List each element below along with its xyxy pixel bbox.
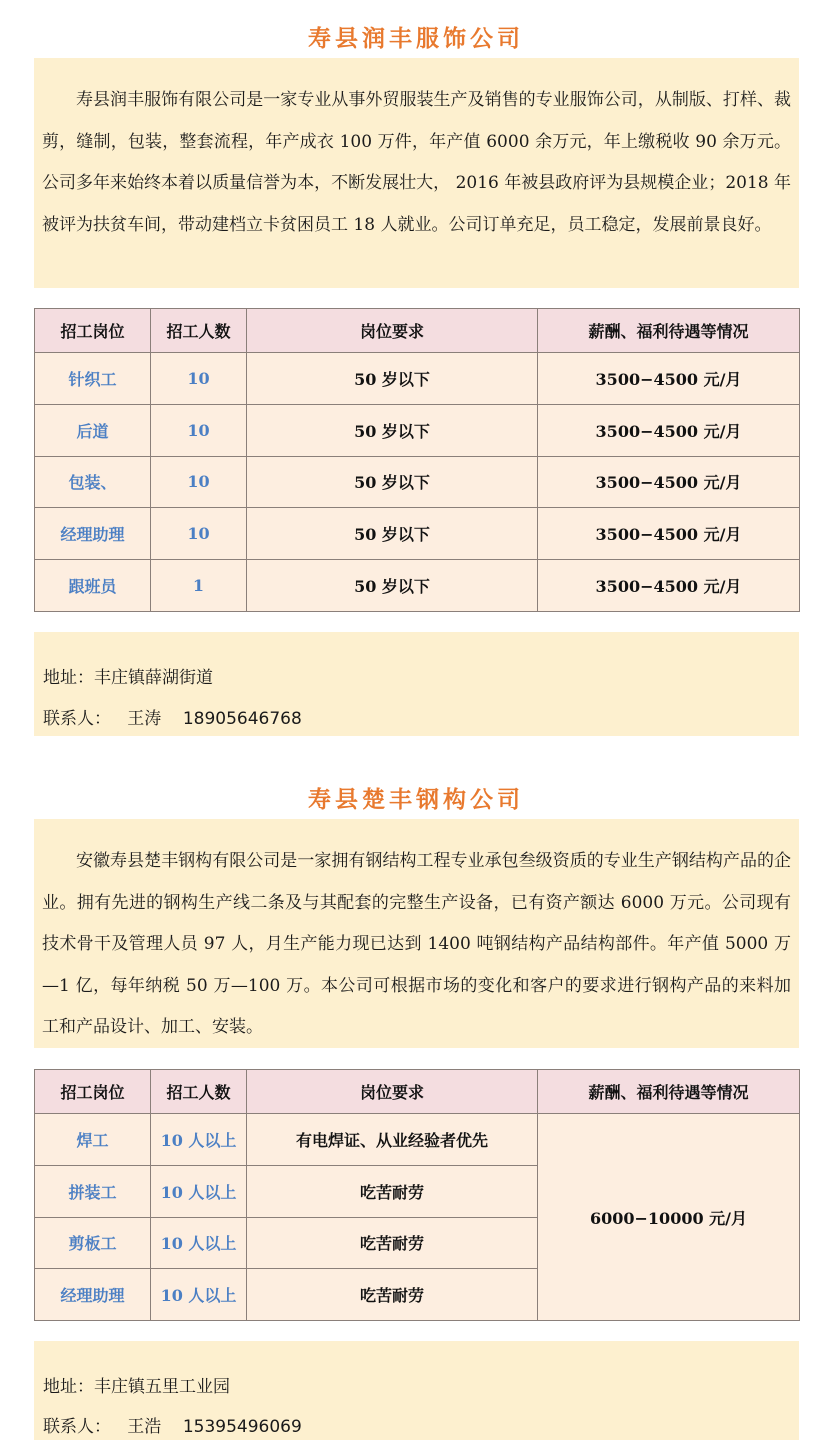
- company2-contact: 联系人： 王浩 15395496069: [43, 1417, 302, 1437]
- table-header-row: [35, 1070, 800, 1114]
- table-row: [35, 1114, 800, 1166]
- job-count: 10 人以上: [151, 1165, 247, 1217]
- table-row: [35, 508, 800, 560]
- company1-intro: 寿县润丰服饰有限公司是一家专业从事外贸服装生产及销售的专业服饰公司，从制版、打样、裁剪，缝制，包装，整套流程，年产成衣 100 万件，年产值 6000 余万元，年上缴税收 90 余万元。公司多年来始终本着以质量信誉为本，不断发展壮大， 2016 年被县政府评为县规模企业；2018 年被评为扶贫车间，带动建档立卡贫困员工 18 人就业。公司订单充足，员工稳定，发展前景良好。: [42, 90, 791, 235]
- header-requirement: 岗位要求: [247, 1070, 538, 1114]
- job-position: 拼装工: [35, 1165, 151, 1217]
- job-salary: 3500−4500 元/月: [538, 560, 800, 612]
- job-position: 包装、: [35, 456, 151, 508]
- company1-jobs-table: [34, 308, 800, 612]
- job-salary: 3500−4500 元/月: [538, 353, 800, 405]
- table-row: [35, 456, 800, 508]
- job-requirement: 50 岁以下: [247, 404, 538, 456]
- job-count: 10 人以上: [151, 1217, 247, 1269]
- job-position: 焊工: [35, 1114, 151, 1166]
- job-count: 10: [151, 404, 247, 456]
- company1-contact-box: [34, 632, 799, 736]
- header-count: 招工人数: [151, 1070, 247, 1114]
- job-requirement: 有电焊证、从业经验者优先: [247, 1114, 538, 1166]
- job-count: 1: [151, 560, 247, 612]
- job-position: 跟班员: [35, 560, 151, 612]
- company2-title: 寿县楚丰钢构公司: [308, 786, 524, 813]
- job-position: 剪板工: [35, 1217, 151, 1269]
- company1-intro-box: [34, 58, 799, 288]
- job-count: 10 人以上: [151, 1269, 247, 1321]
- company2-address: 地址：丰庄镇五里工业园: [43, 1377, 230, 1397]
- job-count: 10: [151, 508, 247, 560]
- table-header-row: [35, 309, 800, 353]
- company1-contact: 联系人： 王涛 18905646768: [43, 709, 302, 729]
- table-row: [35, 353, 800, 405]
- job-position: 经理助理: [35, 1269, 151, 1321]
- job-count: 10: [151, 353, 247, 405]
- company2-contact-box: [34, 1341, 799, 1440]
- job-salary: 6000−10000 元/月: [538, 1114, 800, 1321]
- job-requirement: 吃苦耐劳: [247, 1217, 538, 1269]
- company2-jobs-table: [34, 1069, 800, 1321]
- header-count: 招工人数: [151, 309, 247, 353]
- job-requirement: 50 岁以下: [247, 353, 538, 405]
- job-salary: 3500−4500 元/月: [538, 404, 800, 456]
- header-salary: 薪酬、福利待遇等情况: [538, 309, 800, 353]
- company2-intro: 安徽寿县楚丰钢构有限公司是一家拥有钢结构工程专业承包叁级资质的专业生产钢结构产品的企业。拥有先进的钢构生产线二条及与其配套的完整生产设备，已有资产额达 6000 万元。公司现有技术骨干及管理人员 97 人，月生产能力现已达到 1400 吨钢结构产品结构部件。年产值 5000 万—1 亿，每年纳税 50 万—100 万。本公司可根据市场的变化和客户的要求进行钢构产品的来料加工和产品设计、加工、安装。: [42, 851, 791, 1037]
- job-requirement: 吃苦耐劳: [247, 1269, 538, 1321]
- company2-intro-box: [34, 819, 799, 1048]
- job-requirement: 吃苦耐劳: [247, 1165, 538, 1217]
- job-count: 10: [151, 456, 247, 508]
- table-row: [35, 404, 800, 456]
- job-requirement: 50 岁以下: [247, 560, 538, 612]
- header-position: 招工岗位: [35, 309, 151, 353]
- header-salary: 薪酬、福利待遇等情况: [538, 1070, 800, 1114]
- company1-address: 地址：丰庄镇薛湖街道: [43, 668, 213, 688]
- job-position: 针织工: [35, 353, 151, 405]
- job-position: 经理助理: [35, 508, 151, 560]
- job-salary: 3500−4500 元/月: [538, 456, 800, 508]
- job-salary: 3500−4500 元/月: [538, 508, 800, 560]
- job-position: 后道: [35, 404, 151, 456]
- job-requirement: 50 岁以下: [247, 456, 538, 508]
- table-row: [35, 560, 800, 612]
- header-position: 招工岗位: [35, 1070, 151, 1114]
- job-requirement: 50 岁以下: [247, 508, 538, 560]
- company1-title: 寿县润丰服饰公司: [308, 25, 524, 52]
- job-count: 10 人以上: [151, 1114, 247, 1166]
- header-requirement: 岗位要求: [247, 309, 538, 353]
